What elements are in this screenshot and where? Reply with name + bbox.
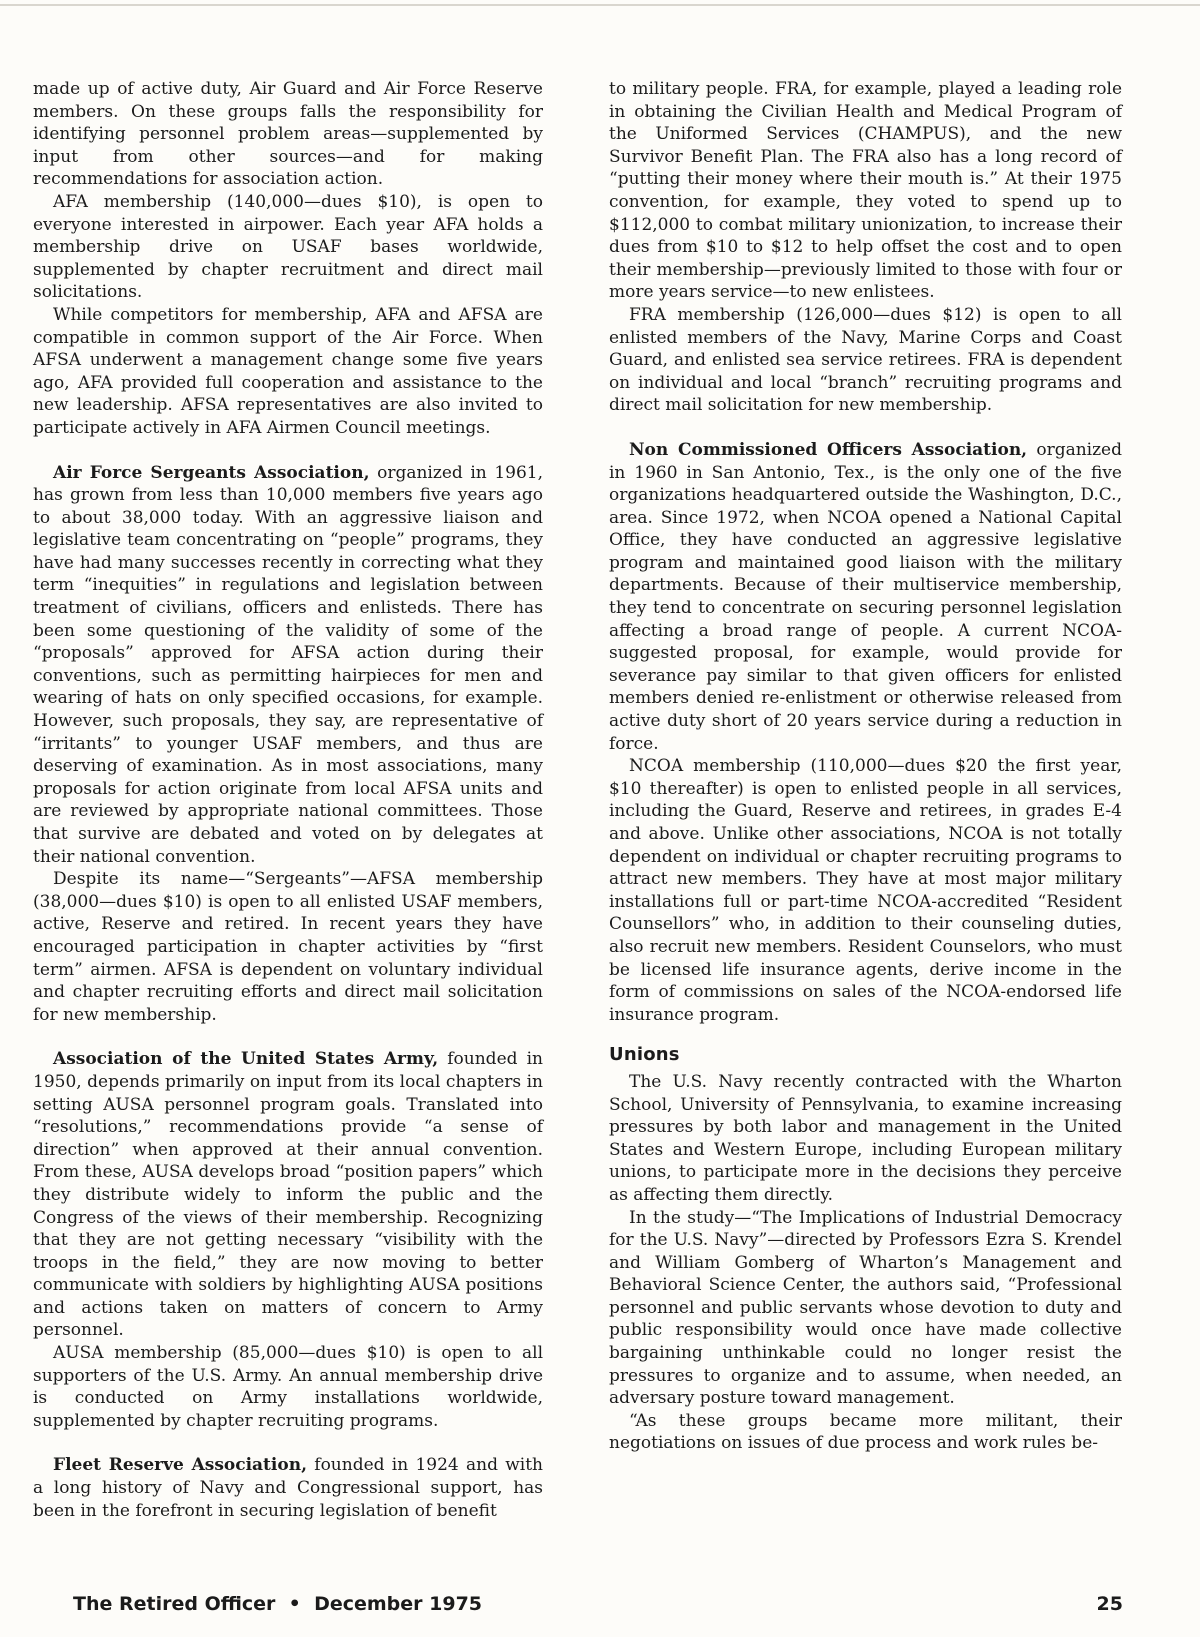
afsa-heading: Air Force Sergeants Association, [53,462,370,483]
fra-paragraph [33,1454,543,1522]
left-column [33,78,543,1522]
afsa-text: organized in 1961, has grown from less than 10,000 members five years ago to about 38,000 today. With an aggressive liaison and legislative team concentrating on “people” programs, they have had many successes recently in correcting what they term “inequities” in regulations and legislation between treatment of civilians, officers and enlisteds. There has been some questioning of the validity of some of the “proposals” approved for AFSA action during their conventions, such as permitting hairpieces for men and wearing of hats on only specified occasions, for example. However, such proposals, they say, are representative of “irritants” to younger USAF members, and thus are deserving of examination. As in most associations, many proposals for action originate from local AFSA units and are reviewed by appropriate national committees. Those that survive are debated and voted on by delegates at their national convention. [33,462,543,867]
page-number: 25 [1096,1593,1123,1615]
unions-heading: Unions [609,1044,680,1066]
ausa-paragraph [33,1048,543,1342]
paragraph: AFA membership (140,000—dues $10), is open to everyone interested in airpower. Each year AFA holds a membership drive on USAF bases worldwide, supplemented by chapter recruitment and direct mail solicitations. [33,191,543,303]
paragraph: While competitors for membership, AFA and AFSA are compatible in common support of the Air Force. When AFSA underwent a management change some five years ago, AFA provided full cooperation and assistance to the new leadership. AFSA representatives are also invited to participate actively in AFA Airmen Council meetings. [33,304,543,438]
paragraph: The U.S. Navy recently contracted with the Wharton School, University of Pennsylvania, to examine increasing pressures by both labor and management in the United States and Western Europe, including European military unions, to participate more in the decisions they perceive as affecting them directly. [609,1071,1122,1205]
page-footer [73,1593,1123,1619]
paragraph: NCOA membership (110,000—dues $20 the first year, $10 thereafter) is open to enlisted people in all services, including the Guard, Reserve and retirees, in grades E-4 and above. Unlike other associations, NCOA is not totally dependent on individual or chapter recruiting programs to attract new members. They have at most major military installations full or part-time NCOA-accredited “Resident Counsellors” who, in addition to their counseling duties, also recruit new members. Resident Counselors, who must be licensed life insurance agents, derive income in the form of commissions on sales of the NCOA-endorsed life insurance program. [609,756,1122,1025]
paragraph: AUSA membership (85,000—dues $10) is open to all supporters of the U.S. Army. An annual membership drive is conducted on Army installations worldwide, supplemented by chapter recruiting programs. [33,1343,543,1431]
ncoa-heading: Non Commissioned Officers Association, [629,439,1028,460]
ausa-heading: Association of the United States Army, [53,1049,439,1070]
paragraph: “As these groups became more militant, their negotiations on issues of due process and work rules be- [609,1410,1122,1454]
paragraph: FRA membership (126,000—dues $12) is open to all enlisted members of the Navy, Marine Corps and Coast Guard, and enlisted sea service retirees. FRA is dependent on individual and local “branch” recruiting programs and direct mail solicitation for new membership. [609,304,1122,416]
ncoa-paragraph [609,439,1122,755]
publication-title: The Retired Officer [73,1593,276,1615]
paragraph: In the study—“The Implications of Industrial Democracy for the U.S. Navy”—directed by Professors Ezra S. Krendel and William Gomberg of Wharton’s Management and Behavioral Science Center, the authors said, “Professional personnel and public servants whose devotion to duty and public responsibility would once have made collective bargaining unthinkable could no longer resist the pressures to organize and to assume, when needed, an adversary posture toward management. [609,1207,1122,1409]
paragraph: to military people. FRA, for example, played a leading role in obtaining the Civilian Health and Medical Program of the Uniformed Services (CHAMPUS), and the new Survivor Benefit Plan. The FRA also has a long record of “putting their money where their mouth is.” At their 1975 convention, for example, they voted to spend up to $112,000 to combat military unionization, to increase their dues from $10 to $12 to help offset the cost and to open their membership—previously limited to those with four or more years service—to new enlistees. [609,79,1122,303]
ncoa-text: organized in 1960 in San Antonio, Tex., is the only one of the five organizations headquartered outside the Washington, D.C., area. Since 1972, when NCOA opened a National Capital Office, they have conducted an aggressive legislative program and maintained good liaison with the military departments. Because of their multiservice membership, they tend to concentrate on securing personnel legislation affecting a broad range of people. A current NCOA-suggested proposal, for example, would provide for severance pay similar to that given officers for enlisted members denied re-enlistment or otherwise released from active duty short of 20 years service during a reduction in force. [609,439,1122,754]
fra-text: founded in 1924 and with a long history of Navy and Congressional support, has been in the forefront in securing legislation of benefit [33,1455,543,1521]
footer-publication [73,1593,482,1615]
top-rule [0,4,1200,6]
afsa-paragraph [33,462,543,869]
footer-separator: • [288,1593,301,1615]
paragraph: made up of active duty, Air Guard and Air Force Reserve members. On these groups falls the responsibility for identifying personnel problem areas—supplemented by input from other sources—and for making recommendations for association action. [33,79,543,190]
right-column [609,78,1122,1455]
issue-date: December 1975 [314,1593,483,1615]
paragraph: Despite its name—“Sergeants”—AFSA membership (38,000—dues $10) is open to all enlisted USAF members, active, Reserve and retired. In recent years they have encouraged participation in chapter activities by “first term” airmen. AFSA is dependent on voluntary individual and chapter recruiting efforts and direct mail solicitation for new membership. [33,869,543,1025]
fra-heading: Fleet Reserve Association, [53,1455,307,1476]
ausa-text: founded in 1950, depends primarily on input from its local chapters in setting AUSA personnel program goals. Translated into “resolutions,” recommendations provide “a sense of direction” when approved at their annual convention. From these, AUSA develops broad “position papers” which they distribute widely to inform the public and the Congress of the views of their membership. Recognizing that they are not getting necessary “visibility with the troops in the field,” they are now moving to better communicate with soldiers by highlighting AUSA positions and actions taken on matters of concern to Army personnel. [33,1049,543,1341]
